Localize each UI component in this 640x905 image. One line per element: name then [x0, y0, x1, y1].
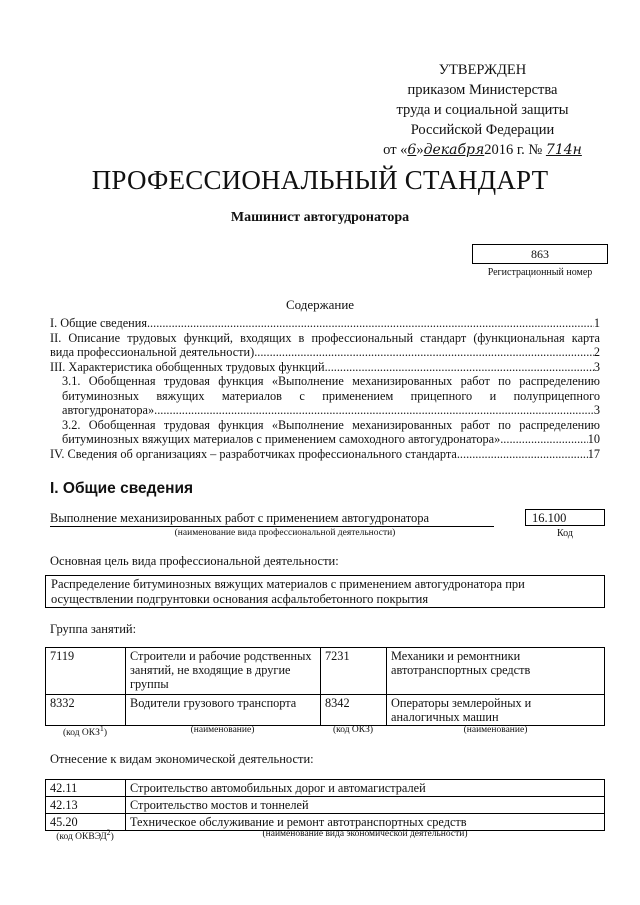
activity-code-box: 16.100 — [525, 509, 605, 526]
approval-line: труда и социальной защиты — [396, 102, 569, 118]
goal-label: Основная цель вида профессиональной деятельности: — [50, 554, 339, 568]
okz-code: 8342 — [321, 695, 387, 726]
table-row — [46, 648, 605, 695]
approval-line: приказом Министерства — [407, 82, 558, 98]
section-heading: I. Общие сведения — [50, 480, 194, 497]
occupation-name: Операторы землеройных и аналогичных машин — [387, 695, 605, 726]
okz-code: 7119 — [46, 648, 126, 695]
okved-table — [45, 779, 605, 831]
approval-date: от «6»декабря2016 г. № 714н — [383, 142, 582, 158]
activity-caption: (наименование вида профессиональной деятельности) — [174, 528, 396, 538]
okved-name: Строительство автомобильных дорог и автомагистралей — [126, 780, 605, 797]
okved-code: 42.13 — [46, 797, 126, 814]
table-row — [46, 780, 605, 797]
table-row — [46, 814, 605, 831]
approval-title: УТВЕРЖДЕН — [438, 62, 527, 78]
econ-label: Отнесение к видам экономической деятельности: — [50, 752, 314, 766]
okved-name-caption: (наименование вида экономической деятельности) — [262, 829, 468, 839]
registration-number-box: 863 — [472, 244, 608, 264]
table-of-contents — [50, 316, 600, 461]
toc-item[interactable]: 3.2. Обобщенная трудовая функция «Выполнение механизированных работ по распределению битуминозных вяжущих материалов с применением самоходного автогудронатора» ..... 10 — [50, 418, 600, 447]
occupation-name: Механики и ремонтники автотранспортных средств — [387, 648, 605, 695]
page-title: ПРОФЕССИОНАЛЬНЫЙ СТАНДАРТ — [91, 165, 549, 195]
okved-name: Строительство мостов и тоннелей — [126, 797, 605, 814]
page-subtitle: Машинист автогудронатора — [230, 210, 410, 225]
table-row — [46, 695, 605, 726]
registration-label: Регистрационный номер — [487, 267, 593, 278]
okz-code: 8332 — [46, 695, 126, 726]
toc-item[interactable]: 3.1. Обобщенная трудовая функция «Выполнение механизированных работ по распределению битуминозных вяжущих материалов с применением прицепного и полуприцепного автогудронатора» ..... 3 — [50, 374, 600, 418]
activity-code-caption: Код — [557, 528, 573, 539]
okz-code-caption: (код ОКЗ$^1$) — [62, 724, 108, 739]
approval-line: Российской Федерации — [410, 122, 555, 138]
toc-heading: Содержание — [285, 297, 355, 312]
okved-code: 45.20 — [46, 814, 126, 831]
activity-name: Выполнение механизированных работ с применением автогудронатора — [50, 511, 494, 527]
occupation-name-caption: (наименование) — [190, 725, 255, 735]
approval-block — [360, 60, 605, 160]
okved-code: 42.11 — [46, 780, 126, 797]
okved-name: Техническое обслуживание и ремонт автотранспортных средств — [126, 814, 605, 831]
okz-code: 7231 — [321, 648, 387, 695]
okved-code-caption: (код ОКВЭД$^2$) — [56, 828, 114, 843]
okz-code-caption: (код ОКЗ) — [332, 725, 374, 735]
handwritten-day: 6 — [407, 142, 417, 158]
occupation-name-caption: (наименование) — [463, 725, 528, 735]
table-row — [46, 797, 605, 814]
toc-item[interactable]: III. Характеристика обобщенных трудовых функций ..... 3 — [50, 360, 600, 375]
group-label: Группа занятий: — [50, 622, 137, 636]
goal-box: Распределение битуминозных вяжущих материалов с применением автогудронатора при осуществлении подгрунтовки основания асфальтобетонного покрытия — [45, 575, 605, 608]
occupation-name: Водители грузового транспорта — [126, 695, 321, 726]
occupation-table — [45, 647, 605, 726]
handwritten-order-number: 714н — [545, 142, 582, 158]
occupation-name: Строители и рабочие родственных занятий, не входящие в другие группы — [126, 648, 321, 695]
toc-item[interactable]: IV. Сведения об организациях – разработчиках профессионального стандарта ..... 17 — [50, 447, 600, 462]
toc-item[interactable]: I. Общие сведения ..... 1 — [50, 316, 600, 331]
toc-item[interactable]: II. Описание трудовых функций, входящих в профессиональный стандарт (функциональная карта вида профессиональной деятельности) ..... 2 — [50, 331, 600, 360]
handwritten-month: декабря — [423, 142, 485, 158]
